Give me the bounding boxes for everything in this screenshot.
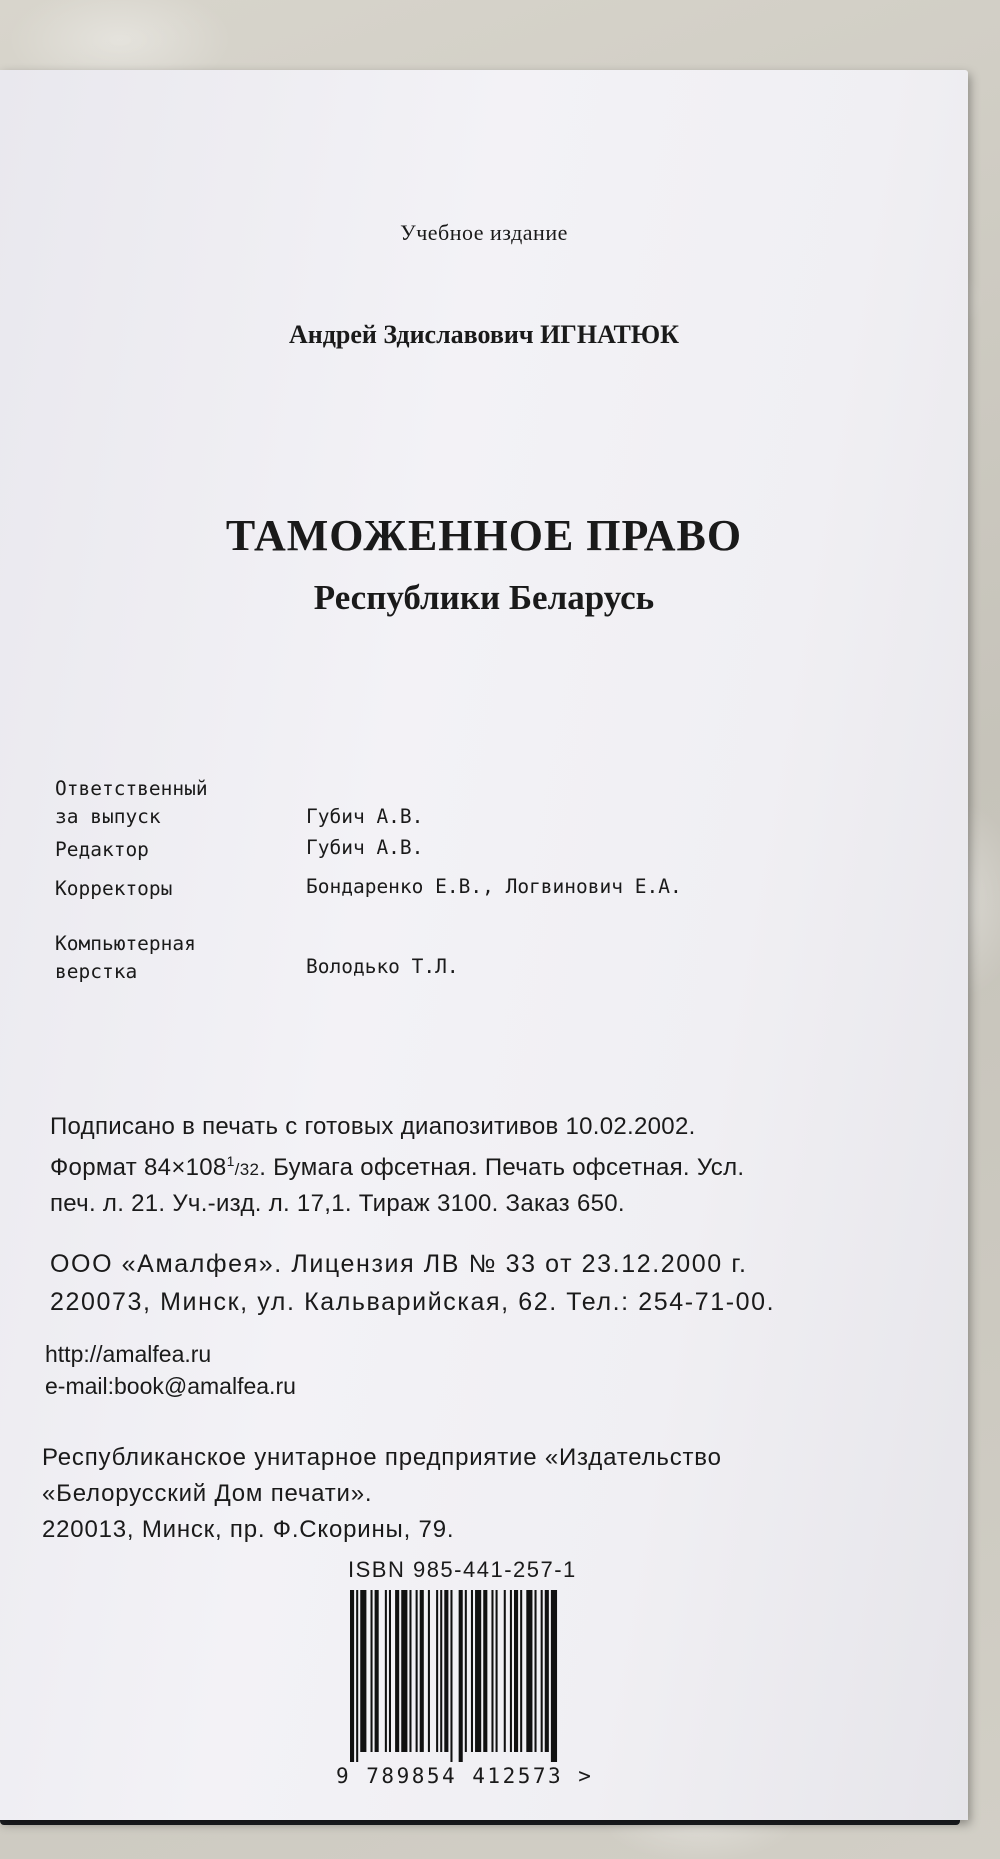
barcode-bars [348, 1590, 608, 1762]
print-line-3: печ. л. 21. Уч.-изд. л. 17,1. Тираж 3100. Заказ 650. [50, 1190, 625, 1217]
format-frac: /32 [234, 1160, 260, 1179]
credit-name: Бондаренко Е.В., Логвинович Е.А. [306, 875, 682, 898]
barcode-bar [545, 1590, 549, 1752]
barcode-bar [371, 1590, 373, 1752]
credit-role: Компьютерная [55, 932, 196, 955]
barcode-bar [360, 1590, 366, 1752]
barcode-bar [416, 1590, 418, 1752]
publisher-info [50, 1245, 775, 1321]
isbn-label: ISBN 985-441-257-1 [348, 1557, 577, 1582]
format-sup: 1 [226, 1153, 235, 1169]
book-subtitle: Республики Беларусь [313, 578, 655, 617]
barcode-bar [491, 1590, 493, 1752]
printer-info [42, 1440, 722, 1548]
barcode-bar [483, 1590, 487, 1752]
print-line-1: Подписано в печать с готовых диапозитивов 10.02.2002. [50, 1113, 696, 1140]
barcode-bar [541, 1590, 543, 1752]
printer-line-3: 220013, Минск, пр. Ф.Скорины, 79. [42, 1516, 455, 1543]
barcode-bar [459, 1590, 463, 1762]
barcode-bar [510, 1590, 512, 1752]
print-details [50, 1110, 744, 1221]
barcode [348, 1590, 608, 1762]
barcode-bar [475, 1590, 481, 1752]
credit-name: Губич А.В. [306, 836, 424, 859]
barcode-bar [409, 1590, 411, 1752]
credit-name: Володько Т.Л. [306, 955, 459, 978]
format-rest: . Бумага офсетная. Печать офсетная. Усл. [259, 1154, 745, 1181]
barcode-bar [535, 1590, 537, 1752]
credit-name: Губич А.В. [306, 805, 424, 828]
series-label: Учебное издание [400, 220, 568, 245]
email-address: e-mail:book@amalfea.ru [45, 1373, 296, 1399]
barcode-bar [389, 1590, 391, 1752]
barcode-bar [395, 1590, 399, 1752]
barcode-number: 9 789854 412573 > [336, 1764, 594, 1788]
barcode-bar [444, 1590, 448, 1752]
barcode-bar [440, 1590, 442, 1752]
web-contacts [45, 1338, 296, 1402]
credit-role-cont: за выпуск [55, 805, 161, 828]
credit-role: Редактор [55, 838, 149, 861]
format-label: Формат 84×108 [50, 1154, 227, 1181]
publisher-line-1: ООО «Амалфея». Лицензия ЛВ № 33 от 23.12.2000 г. [50, 1250, 748, 1278]
barcode-bar [356, 1590, 358, 1762]
barcode-bar [401, 1590, 407, 1752]
barcode-bar [465, 1590, 467, 1752]
barcode-bar [420, 1590, 424, 1752]
author-name: Андрей Здиславович ИГНАТЮК [288, 320, 680, 349]
barcode-bar [551, 1590, 557, 1762]
credit-role: Корректоры [55, 877, 173, 900]
barcode-bar [471, 1590, 473, 1752]
barcode-bar [375, 1590, 379, 1752]
barcode-bar [385, 1590, 387, 1752]
credit-role-cont: верстка [55, 960, 138, 983]
print-line-2 [50, 1144, 744, 1187]
barcode-bar [428, 1590, 430, 1752]
website-url: http://amalfea.ru [45, 1341, 212, 1367]
barcode-bar [520, 1590, 522, 1752]
barcode-bar [450, 1590, 452, 1762]
barcode-bar [526, 1590, 532, 1752]
book-title: ТАМОЖЕННОЕ ПРАВО [225, 511, 743, 560]
publisher-line-2: 220073, Минск, ул. Кальварийская, 62. Тел.: 254-71-00. [50, 1288, 776, 1316]
barcode-bar [436, 1590, 438, 1752]
credit-role: Ответственный [55, 777, 208, 800]
barcode-bar [504, 1590, 506, 1752]
barcode-bar [496, 1590, 498, 1752]
printer-line-2: «Белорусский Дом печати». [42, 1480, 373, 1507]
title-verso-page [0, 70, 968, 1820]
printer-line-1: Республиканское унитарное предприятие «Издательство [42, 1444, 722, 1471]
barcode-bar [350, 1590, 354, 1762]
barcode-bar [514, 1590, 518, 1752]
